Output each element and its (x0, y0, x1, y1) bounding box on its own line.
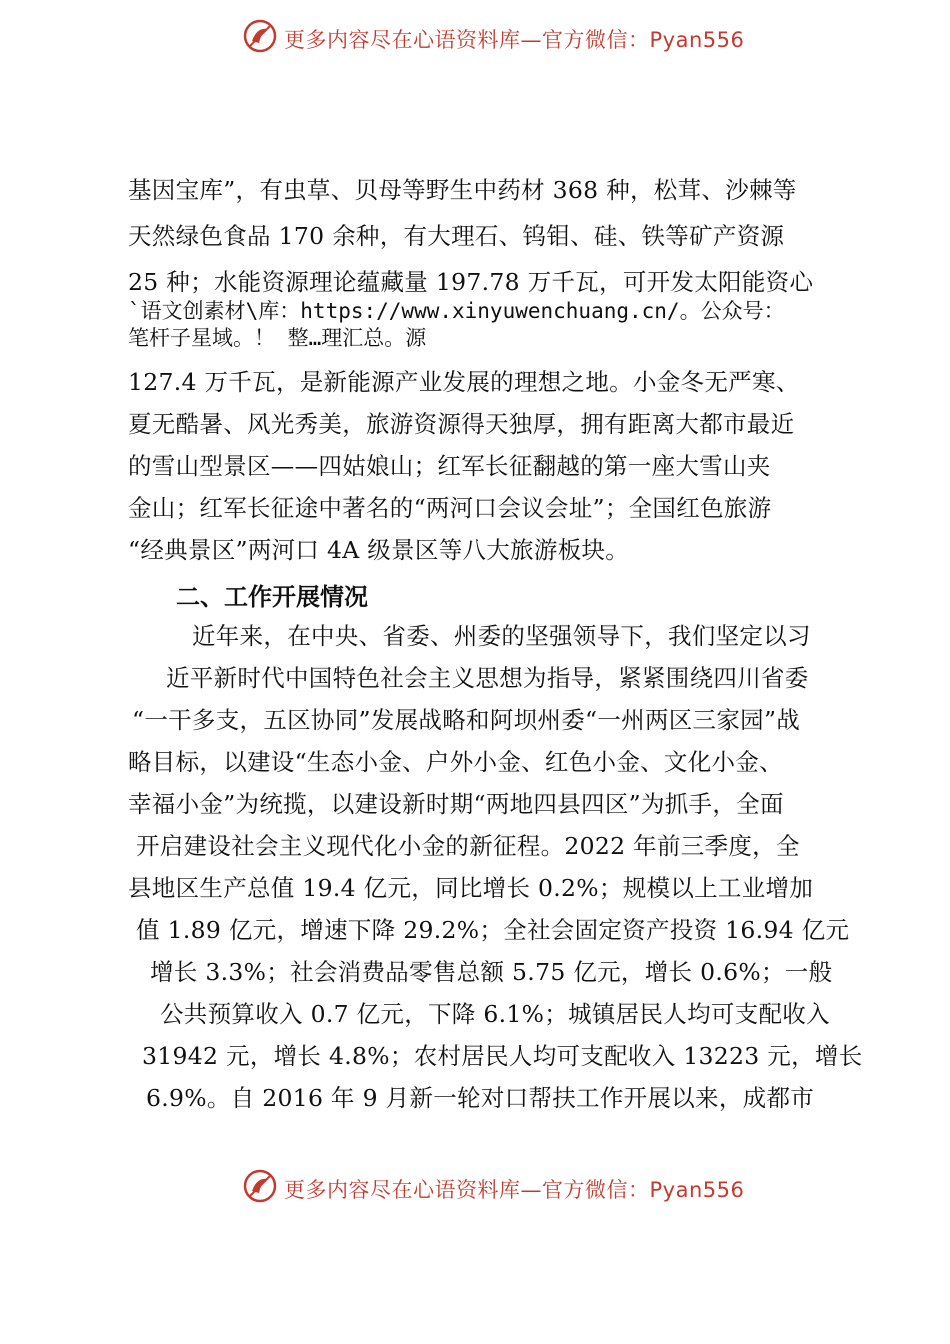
paragraph-line: 公共预算收入 0.7 亿元，下降 6.1%；城镇居民人均可支配收入 (160, 1000, 830, 1028)
paragraph-line: 幸福小金”为统揽，以建设新时期“两地四县四区”为抓手，全面 (128, 790, 784, 818)
paragraph-line: 的雪山型景区——四姑娘山；红军长征翻越的第一座大雪山夹 (128, 452, 771, 480)
paragraph-line: 近平新时代中国特色社会主义思想为指导，紧紧围绕四川省委 (166, 664, 809, 692)
logo-icon (243, 19, 277, 53)
footer-banner (0, 1168, 950, 1204)
paragraph-line: “经典景区”两河口 4A 级景区等八大旅游板块。 (128, 536, 630, 564)
paragraph-line: 6.9%。自 2016 年 9 月新一轮对口帮扶工作开展以来，成都市 (146, 1084, 815, 1112)
paragraph-line: 金山；红军长征途中著名的“两河口会议会址”；全国红色旅游 (128, 494, 772, 522)
paragraph-line: 开启建设社会主义现代化小金的新征程。2022 年前三季度，全 (136, 832, 800, 860)
paragraph-line: 值 1.89 亿元，增速下降 29.2%；全社会固定资产投资 16.94 亿元 (136, 916, 850, 944)
paragraph-line: 增长 3.3%；社会消费品零售总额 5.75 亿元，增长 0.6%；一般 (150, 958, 833, 986)
paragraph-line: 25 种；水能资源理论蕴藏量 197.78 万千瓦，可开发太阳能资心 (128, 268, 814, 296)
paragraph-line: 县地区生产总值 19.4 亿元，同比增长 0.2%；规模以上工业增加 (128, 874, 814, 902)
paragraph-line: 基因宝库”，有虫草、贝母等野生中药材 368 种，松茸、沙棘等 (128, 176, 797, 204)
logo-icon (243, 1169, 277, 1203)
banner-text: 更多内容尽在心语资料库—官方微信：Pyan556 (284, 1178, 745, 1202)
paragraph-line: 近年来，在中央、省委、州委的坚强领导下，我们坚定以习 (192, 622, 811, 650)
paragraph-line: “一干多支，五区协同”发展战略和阿坝州委“一州两区三家园”战 (132, 706, 801, 734)
watermark-line: 笔杆子星域。！ 整…理汇总。源 (128, 326, 427, 350)
header-banner (0, 18, 950, 54)
paragraph-line: 略目标，以建设“生态小金、户外小金、红色小金、文化小金、 (128, 748, 783, 776)
banner-text: 更多内容尽在心语资料库—官方微信：Pyan556 (284, 28, 745, 52)
watermark-line: `语文创素材\库：https://www.xinyuwenchuang.cn/。公众号： (128, 299, 785, 323)
paragraph-line: 夏无酷暑、风光秀美，旅游资源得天独厚，拥有距离大都市最近 (128, 410, 795, 438)
paragraph-line: 127.4 万千瓦，是新能源产业发展的理想之地。小金冬无严寒、 (128, 368, 800, 396)
paragraph-line: 31942 元，增长 4.8%；农村居民人均可支配收入 13223 元，增长 (142, 1042, 863, 1070)
section-heading: 二、工作开展情况 (176, 583, 368, 611)
paragraph-line: 天然绿色食品 170 余种，有大理石、钨钼、硅、铁等矿产资源 (128, 222, 785, 250)
